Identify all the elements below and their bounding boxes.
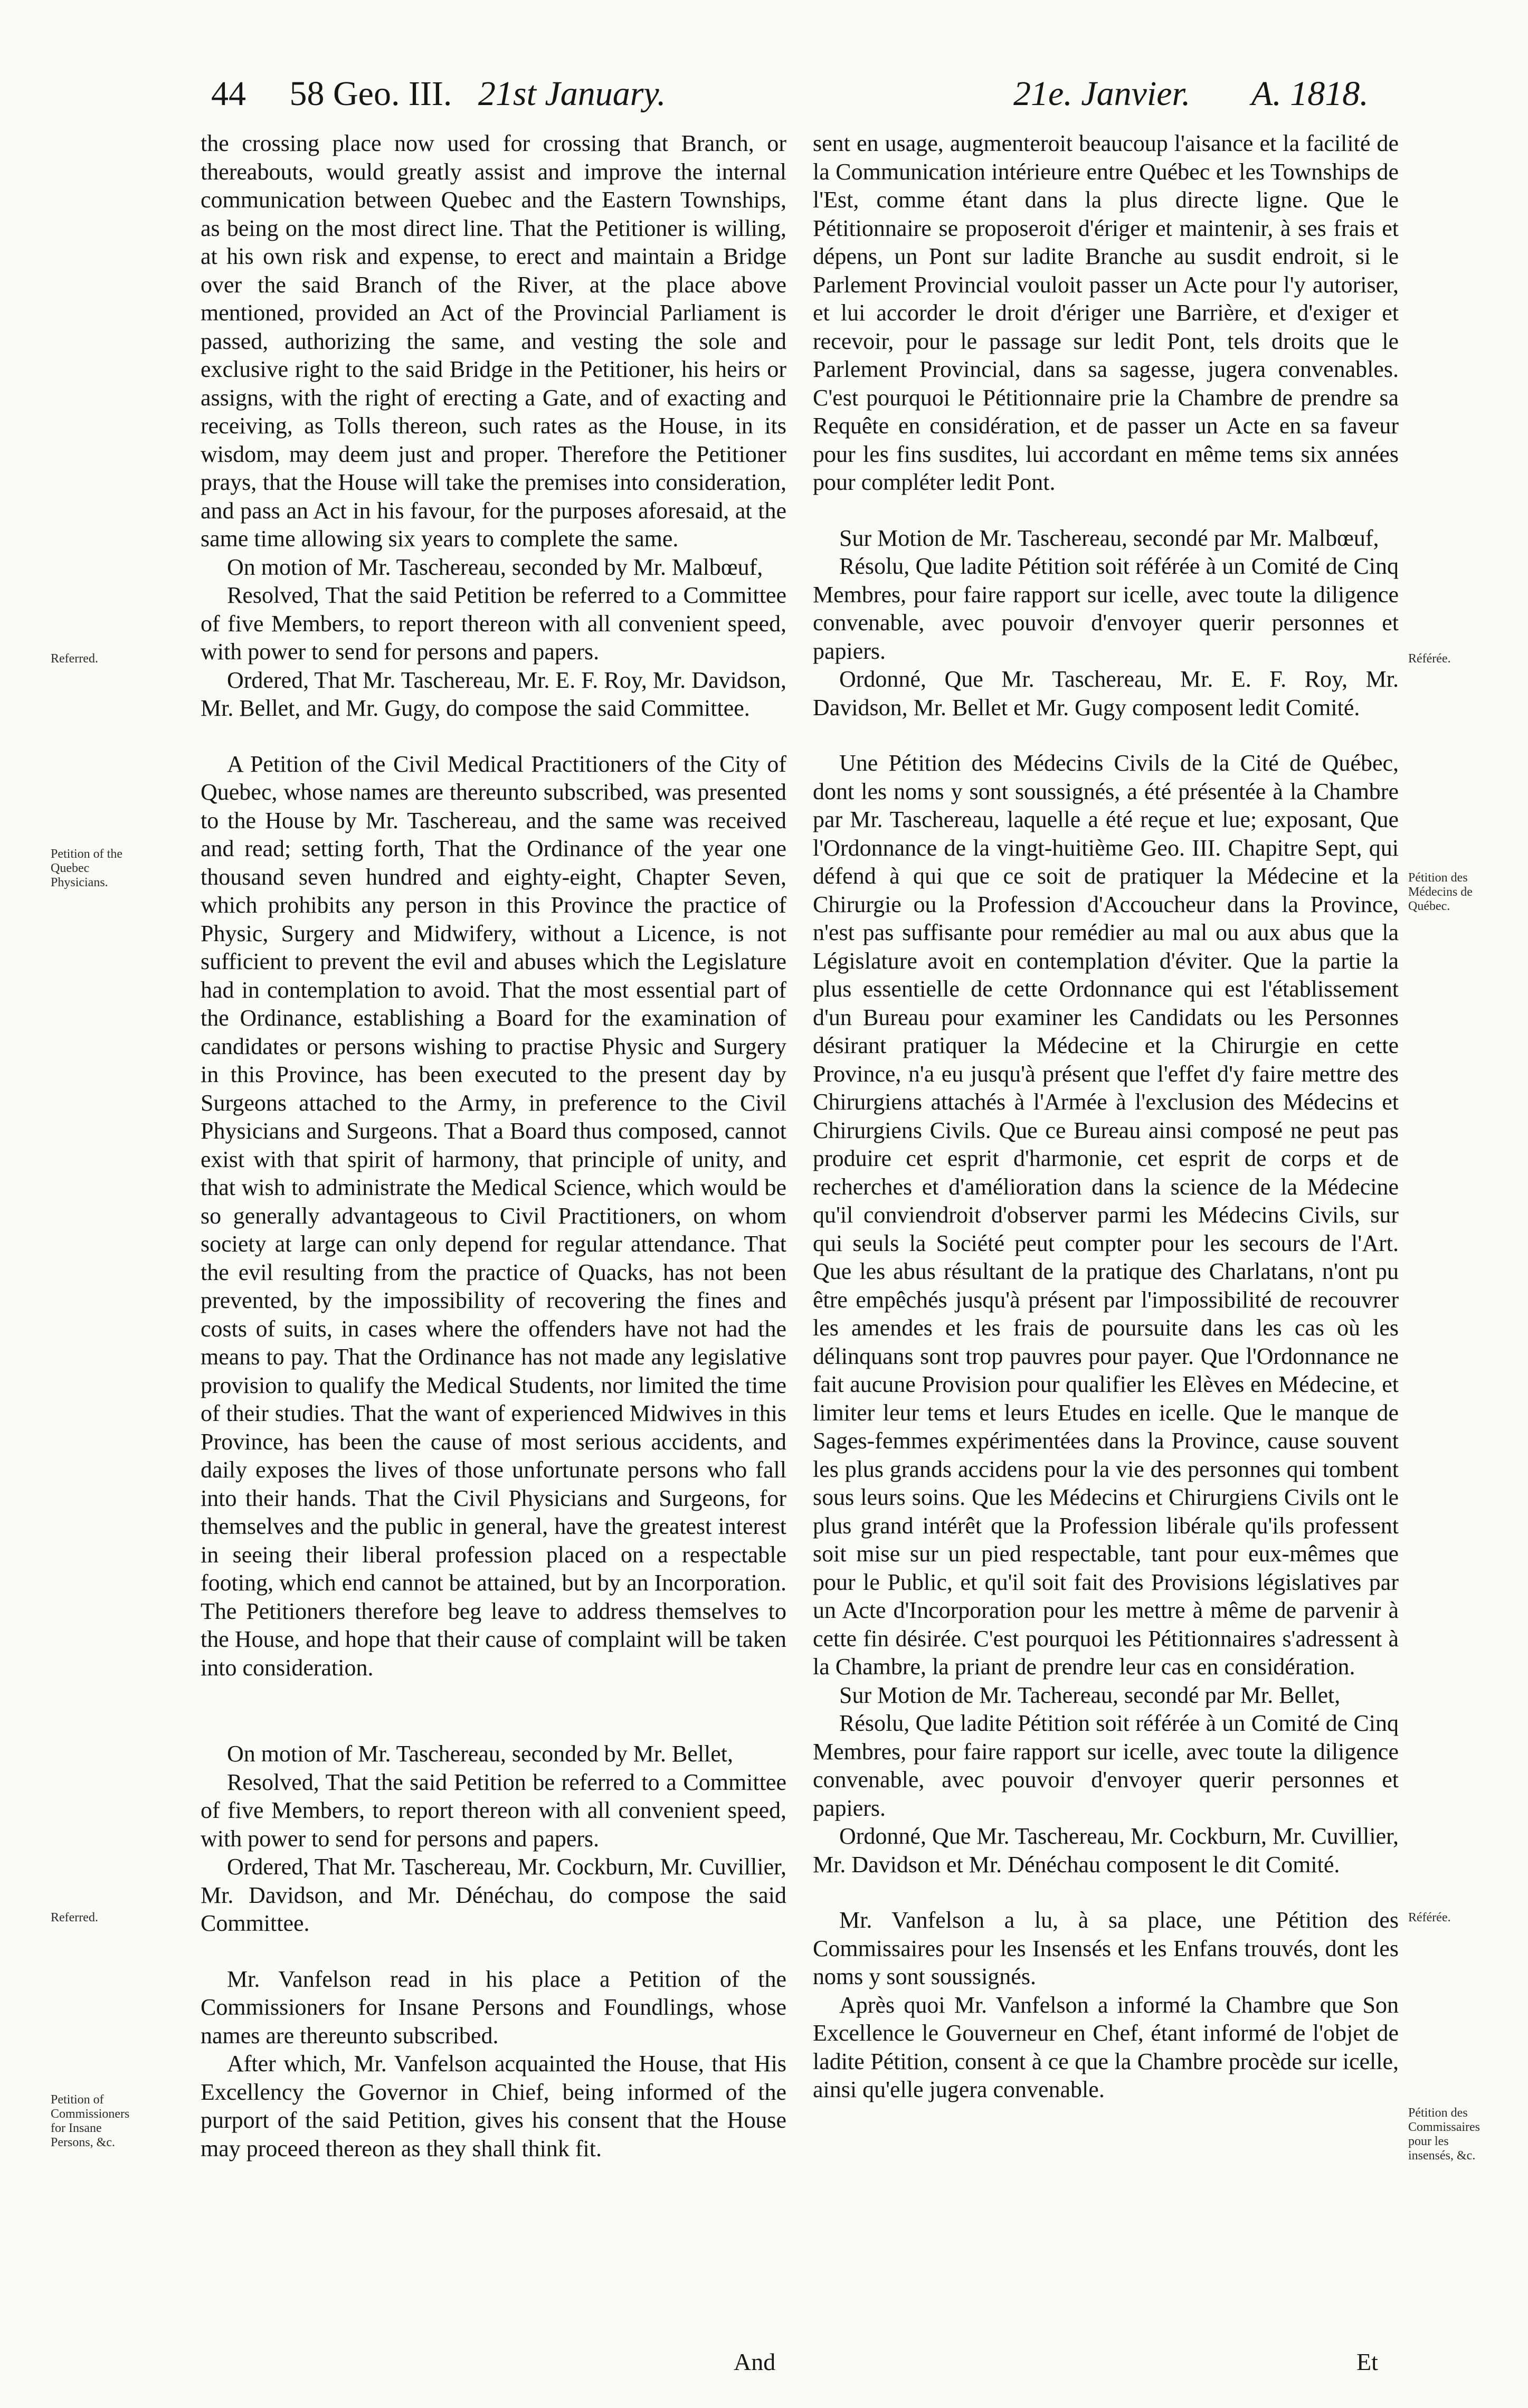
margin-note-petition-commissioners: Petition of Commissioners for Insane Persons, &c. <box>51 2093 130 2149</box>
fr-paragraph: Après quoi Mr. Vanfelson a informé la Chambre que Son Excellence le Gouverneur en Chef, étant informé de l'objet de ladite Pétition, consent à ce que la Chambre procède sur icelle, ainsi qu'elle jugera convenable. <box>813 1992 1399 2102</box>
catchword-en: And <box>734 2348 776 2375</box>
en-paragraph: the crossing place now used for crossing that Branch, or thereabouts, would greatly assist and improve the internal communication between Quebec and the Eastern Townships, as being on the most direct line. That the Petitioner is willing, at his own risk and expense, to erect and maintain a Bridge over the said Branch of the River, at the place above mentioned, provided an Act of the Provincial Parliament is passed, authorizing the same, and vesting the sole and exclusive right to the said Bridge in the Petitioner, his heirs or assigns, with the right of erecting a Gate, and of exacting and receiving, as Tolls thereon, such rates as the House, in its wisdom, may deem just and proper. Therefore the Petitioner prays, that the House will take the premises into consideration, and pass an Act in his favour, for the purposes aforesaid, at the same time allowing six years to complete the same. <box>201 130 786 552</box>
margin-note-petition-medecins: Pétition des Médecins de Québec. <box>1408 871 1473 913</box>
en-paragraph: On motion of Mr. Taschereau, seconded by Mr. Bellet, <box>227 1741 734 1767</box>
margin-note-petition-commissaires: Pétition des Commissaires pour les insensés, &c. <box>1408 2106 1480 2163</box>
margin-note-petition-physicians: Petition of the Quebec Physicians. <box>51 847 122 889</box>
fr-paragraph: sent en usage, augmenteroit beaucoup l'aisance et la facilité de la Communication intérieure entre Québec et les Townships de l'Est, comme étant dans la plus directe ligne. Que le Pétitionnaire se proposeroit d'ériger et maintenir, à ses frais et dépens, un Pont sur ladite Branche au susdit endroit, si le Parlement Provincial vouloit passer un Acte pour l'y autoriser, et lui accorder le droit d'ériger une Barrière, et d'exiger et recevoir, pour le passage sur ledit Pont, tels droits que le Parlement Provincial, dans sa sagesse, jugera convenables. C'est pourquoi le Pétitionnaire prie la Chambre de prendre sa Requête en considération, et de passer un Acte en sa faveur pour les fins susdites, lui accordant en même tems six années pour compléter ledit Pont. <box>813 130 1399 495</box>
date-fr: 21e. Janvier. <box>1013 74 1191 113</box>
fr-paragraph: Résolu, Que ladite Pétition soit référée à un Comité de Cinq Membres, pour faire rapport sur icelle, avec toute la diligence convenable, avec pouvoir d'envoyer querir personnes et papiers. <box>813 553 1399 664</box>
fr-paragraph: Sur Motion de Mr. Taschereau, secondé par Mr. Malbœuf, <box>839 525 1379 551</box>
margin-note-referred: Referred. <box>51 652 98 666</box>
fr-paragraph: Ordonné, Que Mr. Taschereau, Mr. E. F. Roy, Mr. Davidson, Mr. Bellet et Mr. Gugy composent ledit Comité. <box>813 666 1399 720</box>
fr-paragraph: Résolu, Que ladite Pétition soit référée à un Comité de Cinq Membres, pour faire rapport sur icelle, avec toute la diligence convenable, avec pouvoir d'envoyer querir personnes et papiers. <box>813 1710 1399 1821</box>
en-paragraph: Ordered, That Mr. Taschereau, Mr. Cockburn, Mr. Cuvillier, Mr. Davidson, and Mr. Dénéchau, do compose the said Committee. <box>201 1854 786 1936</box>
margin-note-referred: Referred. <box>51 1911 98 1924</box>
fr-paragraph: Sur Motion de Mr. Tachereau, secondé par Mr. Bellet, <box>839 1682 1341 1708</box>
header-left <box>211 74 666 114</box>
en-paragraph: Resolved, That the said Petition be referred to a Committee of five Members, to report thereon with all convenient speed, with power to send for persons and papers. <box>201 1769 786 1852</box>
en-paragraph: A Petition of the Civil Medical Practitioners of the City of Quebec, whose names are thereunto subscribed, was presented to the House by Mr. Taschereau, and the same was received and read; setting forth, That the Ordinance of the year one thousand seven hundred and eighty-eight, Chapter Seven, which prohibits any person in this Province the practice of Physic, Surgery and Midwifery, without a Licence, is not sufficient to prevent the evil and abuses which the Legislature had in contemplation to avoid. That the most essential part of the Ordinance, establishing a Board for the examination of candidates or persons wishing to practise Physic and Surgery in this Province, has been executed to the present day by Surgeons attached to the Army, in preference to the Civil Physicians and Surgeons. That a Board thus composed, cannot exist with that spirit of harmony, that principle of unity, and that wish to administrate the Medical Science, which would be so generally advantageous to Civil Practitioners, on whom society at large can only depend for regular attendance. That the evil resulting from the practice of Quacks, has not been prevented, by the impossibility of recovering the fines and costs of suits, in cases where the offenders have not had the means to pay. That the Ordinance has not made any legislative provision to qualify the Medical Students, nor limited the time of their studies. That the want of experienced Midwives in this Province, has been the cause of most serious accidents, and daily exposes the lives of those unfortunate persons who fall into their hands. That the Civil Physicians and Surgeons, for themselves and the public in general, have the greatest interest in seeing their liberal profession placed on a respectable footing, which end cannot be attained, but by an Incorporation. The Petitioners therefore beg leave to address themselves to the House, and hope that their cause of complaint will be taken into consideration. <box>201 751 786 1681</box>
header-right <box>1013 74 1369 114</box>
en-paragraph: On motion of Mr. Taschereau, seconded by Mr. Malbœuf, <box>227 554 763 580</box>
running-header <box>0 74 1528 127</box>
fr-paragraph: Une Pétition des Médecins Civils de la Cité de Québec, dont les noms y sont soussignés, a été présentée à la Chambre par Mr. Taschereau, laquelle a été reçue et lue; exposant, Que l'Ordonnance de la vingt-huitième Geo. III. Chapitre Sept, qui défend à qui que ce soit de pratiquer la Médecine et la Chirurgie ou la Profession d'Accoucheur dans la Province, n'est pas suffisante pour remédier au mal ou aux abus que la Législature avoit en contemplation d'éviter. Que la partie la plus essentielle de cette Ordonnance qui est l'établissement d'un Bureau pour examiner les Candidats ou les Personnes désirant pratiquer la Médecine et la Chirurgie en cette Province, n'a eu jusqu'à présent que l'effet d'y faire mettre des Chirurgiens attachés à l'Armée à l'exclusion des Médecins et Chirurgiens Civils. Que ce Bureau ainsi composé ne peut pas produire cet esprit d'harmonie, cet esprit de corps et de recherches et d'amélioration dans la science de la Médecine qu'il conviendroit d'observer parmi les Médecins Civils, sur qui seuls la Société peut compter pour les secours de l'Art. Que les abus résultant de la pratique des Charlatans, n'ont pu être empêchés jusqu'à présent par l'impossibilité de recouvrer les amendes et les frais de poursuite dans les cas où les délinquans sont trop pauvres pour payer. Que l'Ordonnance ne fait aucune Provision pour qualifier les Elèves en Médecine, et limiter leur tems et leurs Etudes en icelle. Que le manque de Sages-femmes expérimentées dans la Province, cause souvent les plus grands accidens pour la vie des personnes qui tombent sous leurs soins. Que les Médecins et Chirurgiens Civils ont le plus grand intérêt que la Profession libérale qu'ils professent soit mise sur un pied respectable, tant pour eux-mêmes que pour le Public, et qu'il soit fait des Provisions législatives par un Acte d'Incorporation pour les mettre à même de parvenir à cette fin désirée. C'est pourquoi les Pétitionnaires s'adressent à la Chambre, la priant de prendre leur cas en considération. <box>813 750 1399 1680</box>
margin-note-referee: Référée. <box>1408 652 1451 666</box>
page-number: 44 <box>211 74 246 113</box>
fr-paragraph: Ordonné, Que Mr. Taschereau, Mr. Cockburn, Mr. Cuvillier, Mr. Davidson et Mr. Dénéchau composent le dit Comité. <box>813 1823 1399 1878</box>
french-column <box>813 129 1399 2104</box>
en-paragraph: Mr. Vanfelson read in his place a Petition of the Commissioners for Insane Persons and Foundlings, whose names are thereunto subscribed. <box>201 1966 786 2049</box>
reign: 58 Geo. III. <box>289 74 452 113</box>
catchword-fr: Et <box>1356 2348 1378 2375</box>
en-paragraph: Ordered, That Mr. Taschereau, Mr. E. F. Roy, Mr. Davidson, Mr. Bellet, and Mr. Gugy, do compose the said Committee. <box>201 667 786 721</box>
fr-paragraph: Mr. Vanfelson a lu, à sa place, une Pétition des Commissaires pour les Insensés et les Enfans trouvés, dont les noms y sont soussignés. <box>813 1907 1399 1989</box>
en-paragraph: Resolved, That the said Petition be referred to a Committee of five Members, to report thereon with all convenient speed, with power to send for persons and papers. <box>201 582 786 665</box>
year: A. 1818. <box>1251 74 1369 113</box>
date-en: 21st January. <box>478 74 666 113</box>
english-column <box>201 129 786 2163</box>
en-paragraph: After which, Mr. Vanfelson acquainted the House, that His Excellency the Governor in Chief, being informed of the purport of the said Petition, gives his consent that the House may proceed thereon as they shall think fit. <box>201 2051 786 2161</box>
margin-note-referee: Référée. <box>1408 1911 1451 1924</box>
